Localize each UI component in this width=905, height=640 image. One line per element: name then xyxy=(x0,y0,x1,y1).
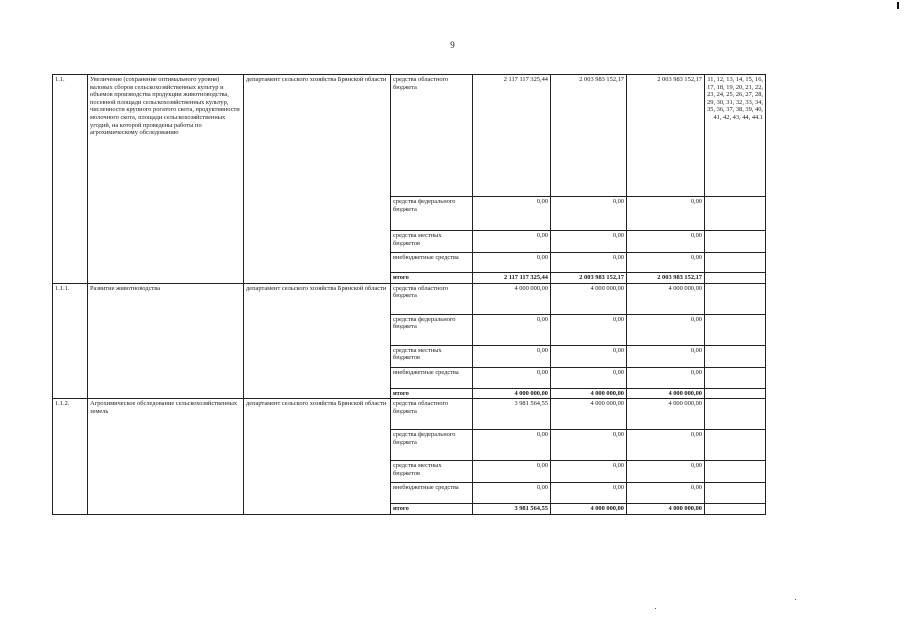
indicator-numbers xyxy=(705,399,766,430)
measure-name: Агрохимическое обследование сельскохозяйственных земель xyxy=(88,399,244,515)
amount-year-1: 0,00 xyxy=(473,461,551,483)
funding-source: средства областного бюджета xyxy=(391,399,473,430)
amount-year-1: 0,00 xyxy=(473,197,551,231)
measure-code: 1.1.2. xyxy=(53,399,88,515)
amount-year-3: 0,00 xyxy=(627,314,705,345)
amount-year-1: 0,00 xyxy=(473,253,551,273)
amount-year-2: 4 000 000,00 xyxy=(551,399,627,430)
budget-table-body xyxy=(53,75,766,515)
funding-source: средства местных бюджетов xyxy=(391,231,473,253)
indicator-numbers xyxy=(705,388,766,399)
funding-source: внебюджетные средства xyxy=(391,483,473,504)
amount-year-2: 0,00 xyxy=(551,253,627,273)
scan-speck xyxy=(655,608,656,609)
total-label: итого xyxy=(391,504,473,515)
amount-year-2: 0,00 xyxy=(551,314,627,345)
amount-year-2: 0,00 xyxy=(551,461,627,483)
funding-source: внебюджетные средства xyxy=(391,367,473,388)
amount-year-3: 0,00 xyxy=(627,483,705,504)
amount-year-1: 0,00 xyxy=(473,483,551,504)
measure-code: 1.1. xyxy=(53,75,88,284)
amount-year-2: 4 000 000,00 xyxy=(551,504,627,515)
amount-year-1: 3 981 564,55 xyxy=(473,399,551,430)
amount-year-1: 4 000 000,00 xyxy=(473,388,551,399)
measure-name: Увеличение (сохранение оптимального уровня) валовых сборов сельскохозяйственных культур и объемов производства продукции животноводства, посевной площади сельскохозяйственных культур, численности крупного рогатого скота, продуктивности молочного скота, площади сельскохозяйственных угодий, на которой проведены работы по агрохимическому обследованию xyxy=(88,75,244,284)
table-row xyxy=(53,283,766,314)
funding-source: средства федерального бюджета xyxy=(391,197,473,231)
funding-source: средства местных бюджетов xyxy=(391,345,473,367)
amount-year-1: 0,00 xyxy=(473,314,551,345)
amount-year-2: 2 003 983 152,17 xyxy=(551,273,627,284)
amount-year-2: 4 000 000,00 xyxy=(551,388,627,399)
indicator-numbers xyxy=(705,283,766,314)
amount-year-3: 2 003 983 152,17 xyxy=(627,75,705,197)
amount-year-3: 0,00 xyxy=(627,367,705,388)
indicator-numbers xyxy=(705,314,766,345)
amount-year-3: 4 000 000,00 xyxy=(627,399,705,430)
scan-speck xyxy=(795,599,796,600)
amount-year-2: 0,00 xyxy=(551,197,627,231)
scan-corner-mark xyxy=(897,2,899,9)
indicator-numbers xyxy=(705,461,766,483)
funding-source: средства федерального бюджета xyxy=(391,430,473,461)
amount-year-3: 0,00 xyxy=(627,231,705,253)
amount-year-1: 3 981 564,55 xyxy=(473,504,551,515)
amount-year-1: 2 117 117 325,44 xyxy=(473,75,551,197)
amount-year-2: 0,00 xyxy=(551,345,627,367)
amount-year-1: 0,00 xyxy=(473,367,551,388)
amount-year-2: 0,00 xyxy=(551,483,627,504)
amount-year-3: 0,00 xyxy=(627,461,705,483)
measure-executor: департамент сельского хозяйства Брянской области xyxy=(244,283,391,399)
amount-year-1: 4 000 000,00 xyxy=(473,283,551,314)
indicator-numbers xyxy=(705,430,766,461)
indicator-numbers: 11, 12, 13, 14, 15, 16, 17, 18, 19, 20, 21, 22, 23, 24, 25, 26, 27, 28, 29, 30, 31, 32, 33, 34, 35, 36, 37, 38, 39, 40, 41, 42, 43, 44, 44.1 xyxy=(705,75,766,197)
amount-year-3: 0,00 xyxy=(627,197,705,231)
indicator-numbers xyxy=(705,253,766,273)
amount-year-3: 0,00 xyxy=(627,253,705,273)
amount-year-3: 0,00 xyxy=(627,430,705,461)
indicator-numbers xyxy=(705,483,766,504)
table-row xyxy=(53,75,766,197)
indicator-numbers xyxy=(705,197,766,231)
indicator-numbers xyxy=(705,504,766,515)
amount-year-3: 0,00 xyxy=(627,345,705,367)
measure-executor: департамент сельского хозяйства Брянской области xyxy=(244,75,391,284)
amount-year-3: 2 003 983 152,17 xyxy=(627,273,705,284)
amount-year-1: 0,00 xyxy=(473,345,551,367)
amount-year-2: 0,00 xyxy=(551,430,627,461)
indicator-numbers xyxy=(705,273,766,284)
budget-table xyxy=(52,74,766,515)
amount-year-2: 0,00 xyxy=(551,367,627,388)
page-number: 9 xyxy=(450,40,455,50)
amount-year-2: 4 000 000,00 xyxy=(551,283,627,314)
amount-year-2: 2 003 983 152,17 xyxy=(551,75,627,197)
total-label: итого xyxy=(391,388,473,399)
indicator-numbers xyxy=(705,345,766,367)
amount-year-2: 0,00 xyxy=(551,231,627,253)
amount-year-1: 2 117 117 325,44 xyxy=(473,273,551,284)
funding-source: средства областного бюджета xyxy=(391,283,473,314)
indicator-numbers xyxy=(705,231,766,253)
table-row xyxy=(53,399,766,430)
measure-code: 1.1.1. xyxy=(53,283,88,399)
measure-executor: департамент сельского хозяйства Брянской области xyxy=(244,399,391,515)
measure-name: Развитие животноводства xyxy=(88,283,244,399)
funding-source: средства областного бюджета xyxy=(391,75,473,197)
amount-year-3: 4 000 000,00 xyxy=(627,283,705,314)
amount-year-1: 0,00 xyxy=(473,231,551,253)
amount-year-1: 0,00 xyxy=(473,430,551,461)
amount-year-3: 4 000 000,00 xyxy=(627,504,705,515)
total-label: итого xyxy=(391,273,473,284)
funding-source: средства местных бюджетов xyxy=(391,461,473,483)
amount-year-3: 4 000 000,00 xyxy=(627,388,705,399)
indicator-numbers xyxy=(705,367,766,388)
funding-source: внебюджетные средства xyxy=(391,253,473,273)
funding-source: средства федерального бюджета xyxy=(391,314,473,345)
